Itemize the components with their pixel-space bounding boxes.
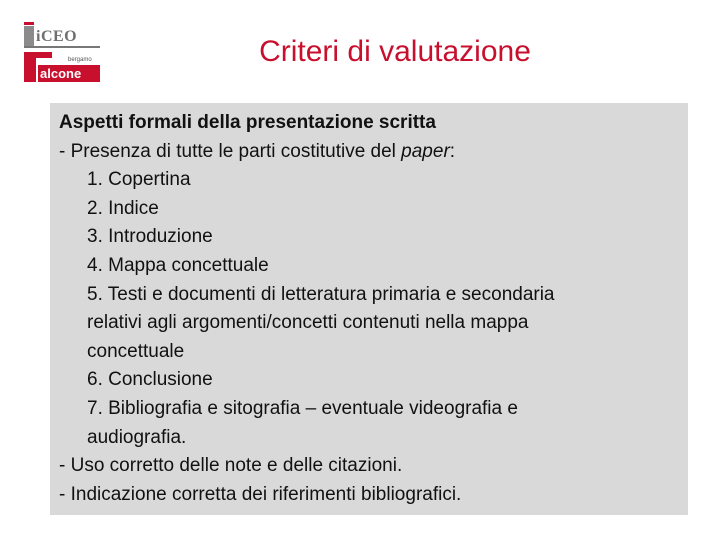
list-item: 7. Bibliografia e sitografia – eventuale videografia e bbox=[87, 397, 518, 419]
logo-i-mark-icon bbox=[24, 26, 34, 46]
presence-prefix: - Presenza di tutte le parti costitutive del bbox=[59, 140, 402, 162]
list-item: 6. Conclusione bbox=[87, 369, 213, 391]
notes-line: - Uso corretto delle note e delle citazioni. bbox=[59, 455, 403, 477]
list-item-continuation: relativi agli argomenti/concetti contenuti nella mappa bbox=[87, 312, 529, 334]
list-item: 3. Introduzione bbox=[87, 226, 213, 248]
logo-f-mark-icon bbox=[24, 52, 36, 82]
list-item: 1. Copertina bbox=[87, 169, 191, 191]
presence-line bbox=[59, 138, 680, 167]
presence-emphasis: paper bbox=[401, 140, 450, 162]
list-item: 2. Indice bbox=[87, 197, 159, 219]
list-item-continuation: concettuale bbox=[87, 340, 185, 362]
page-title: Criteri di valutazione bbox=[259, 35, 531, 68]
list-item: 5. Testi e documenti di letteratura primaria e secondaria bbox=[87, 283, 555, 305]
school-logo bbox=[24, 22, 100, 88]
presence-suffix: : bbox=[449, 140, 456, 162]
list-item-continuation: audiografia. bbox=[87, 426, 187, 448]
references-line: - Indicazione corretta dei riferimenti bibliografici. bbox=[59, 483, 462, 505]
logo-bottom-text: alcone bbox=[40, 66, 82, 81]
section-heading: Aspetti formali della presentazione scritta bbox=[59, 112, 436, 133]
logo-top-text: iCEO bbox=[36, 28, 78, 45]
logo-top-band bbox=[24, 22, 100, 48]
list-item: 4. Mappa concettuale bbox=[87, 254, 269, 276]
content-panel bbox=[50, 103, 688, 515]
logo-small-text: bergamo bbox=[68, 57, 92, 63]
